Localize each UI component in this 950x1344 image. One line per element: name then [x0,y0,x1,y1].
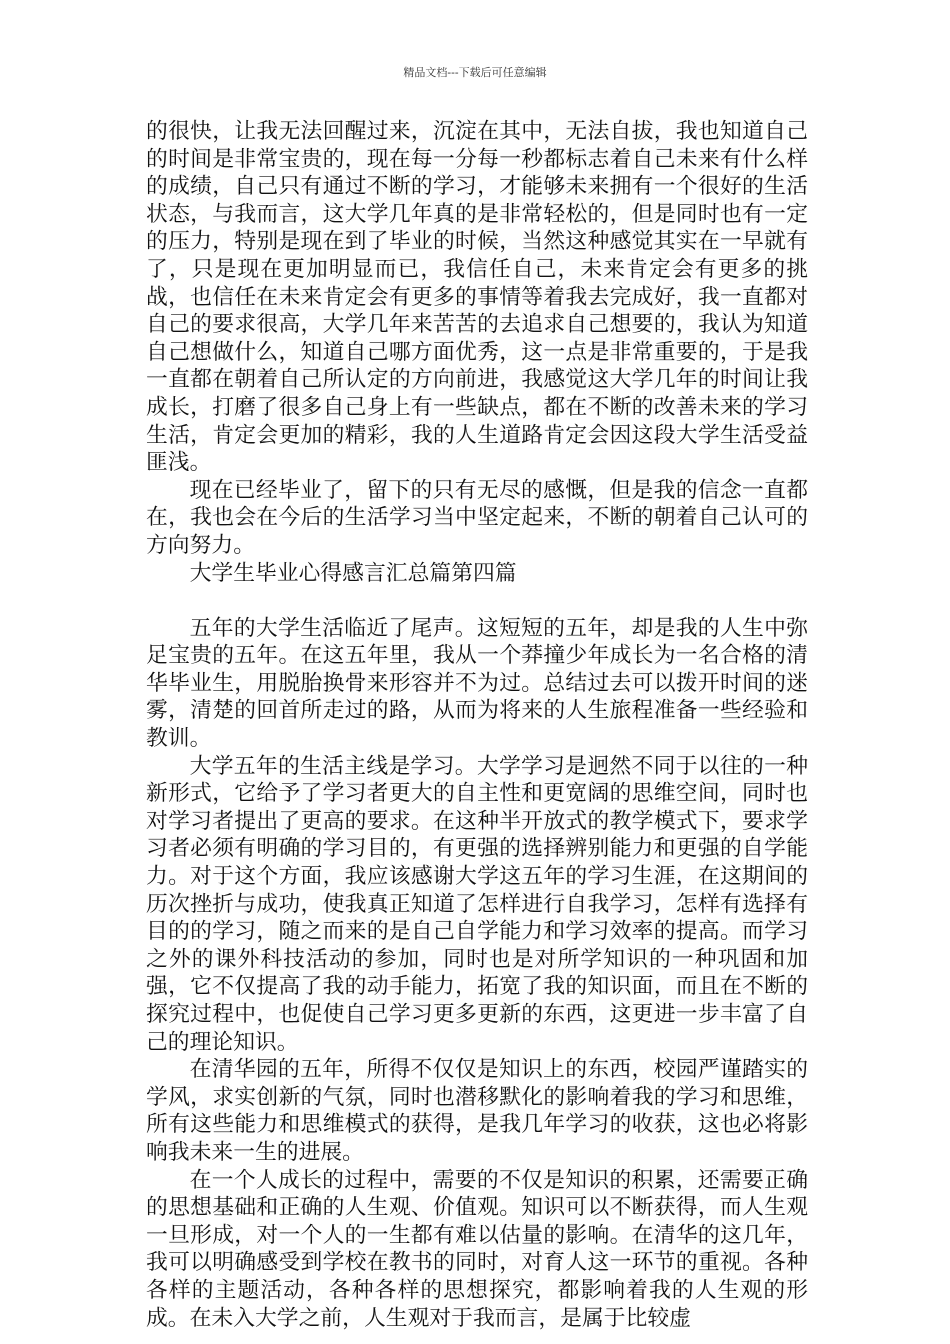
section-heading: 大学生毕业心得感言汇总篇第四篇 [189,560,517,586]
paragraph: 在一个人成长的过程中，需要的不仅是知识的积累，还需要正确的思想基础和正确的人生观、价值观。知识可以不断获得，而人生观一旦形成，对一个人的一生都有难以估量的影响。在清华的这几年，我可以明确感受到学校在教书的同时，对育人这一环节的重视。各种各样的主题活动，各种各样的思想探究，都影响着我的人生观的形成。在未入大学之前，人生观对于我而言，是属于比较虚 [146,1167,808,1331]
page-header-watermark: 精品文档---下载后可任意编辑 [403,66,547,79]
paragraph: 大学五年的生活主线是学习。大学学习是迥然不同于以往的一种新形式，它给予了学习者更大的自主性和更宽阔的思维空间，同时也对学习者提出了更高的要求。在这种半开放式的教学模式下，要求学习者必须有明确的学习目的，有更强的选择辨别能力和更强的自学能力。对于这个方面，我应该感谢大学这五年的学习生涯，在这期间的历次挫折与成功，使我真正知道了怎样进行自我学习，怎样有选择有目的的学习，随之而来的是自己自学能力和学习效率的提高。而学习之外的课外科技活动的参加，同时也是对所学知识的一种巩固和加强，它不仅提高了我的动手能力，拓宽了我的知识面，而且在不断的探究过程中，也促使自己学习更多更新的东西，这更进一步丰富了自己的理论知识。 [146,753,808,1055]
paragraph: 在清华园的五年，所得不仅仅是知识上的东西，校园严谨踏实的学风，求实创新的气氛，同时也潜移默化的影响着我的学习和思维，所有这些能力和思维模式的获得，是我几年学习的收获，这也必将影响我未来一生的进展。 [146,1057,808,1165]
paragraph: 五年的大学生活临近了尾声。这短短的五年，却是我的人生中弥足宝贵的五年。在这五年里，我从一个莽撞少年成长为一名合格的清华毕业生，用脱胎换骨来形容并不为过。总结过去可以拨开时间的迷雾，清楚的回首所走过的路，从而为将来的人生旅程准备一些经验和教训。 [146,615,808,752]
document-body [146,118,808,1332]
paragraph-continuation: 的很快，让我无法回醒过来，沉淀在其中，无法自拔，我也知道自己的时间是非常宝贵的，现在每一分每一秒都标志着自己未来有什么样的成绩，自己只有通过不断的学习，才能够未来拥有一个很好的生活状态，与我而言，这大学几年真的是非常轻松的，但是同时也有一定的压力，特别是现在到了毕业的时候，当然这种感觉其实在一早就有了，只是现在更加明显而已，我信任自己，未来肯定会有更多的挑战，也信任在未来肯定会有更多的事情等着我去完成好，我一直都对自己的要求很高，大学几年来苦苦的去追求自己想要的，我认为知道自己想做什么，知道自己哪方面优秀，这一点是非常重要的，于是我一直都在朝着自己所认定的方向前进，我感觉这大学几年的时间让我成长，打磨了很多自己身上有一些缺点，都在不断的改善未来的学习生活，肯定会更加的精彩，我的人生道路肯定会因这段大学生活受益匪浅。 [146,119,808,476]
blank-line [146,587,808,615]
paragraph: 现在已经毕业了，留下的只有无尽的感慨，但是我的信念一直都在，我也会在今后的生活学习当中坚定起来，不断的朝着自己认可的方向努力。 [146,477,808,558]
